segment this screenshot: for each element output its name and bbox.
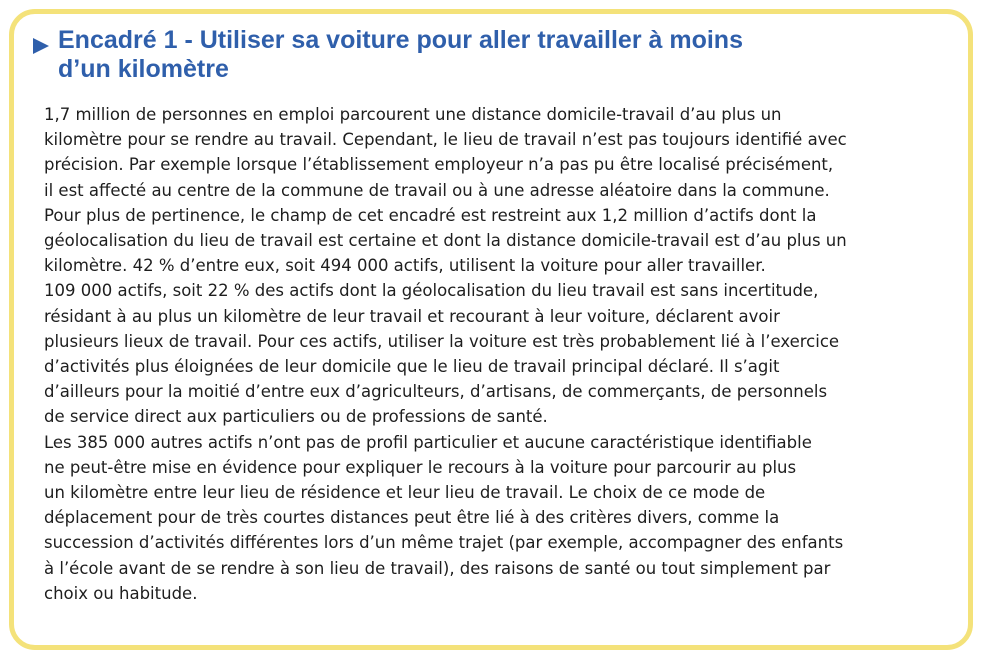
body-line: kilomètre pour se rendre au travail. Cependant, le lieu de travail n’est pas toujours identifié avec (44, 130, 847, 150)
title-line: d’un kilomètre (58, 55, 229, 83)
body-line: ne peut-être mise en évidence pour expliquer le recours à la voiture pour parcourir au plus (44, 457, 797, 477)
play-triangle-icon (33, 38, 49, 54)
body-line: kilomètre. 42 % d’entre eux, soit 494 000 actifs, utilisent la voiture pour aller travailler. (44, 256, 766, 276)
encadre-title (58, 26, 743, 84)
encadre-header (33, 26, 933, 84)
body-line: de service direct aux particuliers ou de professions de santé. (44, 407, 548, 427)
body-line: à l’école avant de se rendre à son lieu de travail), des raisons de santé ou tout simplement par (44, 558, 831, 578)
body-line: géolocalisation du lieu de travail est certaine et dont la distance domicile-travail est d’au plus un (44, 231, 847, 251)
body-line: déplacement pour de très courtes distances peut être lié à des critères divers, comme la (44, 508, 780, 528)
body-line: succession d’activités différentes lors d’un même trajet (par exemple, accompagner des enfants (44, 533, 844, 553)
body-line: d’activités plus éloignées de leur domicile que le lieu de travail principal déclaré. Il s’agit (44, 357, 780, 377)
body-line: choix ou habitude. (44, 583, 198, 603)
body-line: Les 385 000 autres actifs n’ont pas de profil particulier et aucune caractéristique identifiable (44, 432, 812, 452)
body-line: plusieurs lieux de travail. Pour ces actifs, utiliser la voiture est très probablement lié à l’exercice (44, 331, 840, 351)
body-line: précision. Par exemple lorsque l’établissement employeur n’a pas pu être localisé précisément, (44, 155, 834, 175)
body-line: il est affecté au centre de la commune de travail ou à une adresse aléatoire dans la commune. (44, 180, 830, 200)
body-line: un kilomètre entre leur lieu de résidence et leur lieu de travail. Le choix de ce mode de (44, 483, 766, 503)
title-line: Encadré 1 - Utiliser sa voiture pour aller travailler à moins (58, 26, 743, 54)
body-line: 109 000 actifs, soit 22 % des actifs dont la géolocalisation du lieu travail est sans incertitude, (44, 281, 819, 301)
body-line: résidant à au plus un kilomètre de leur travail et recourant à leur voiture, déclarent avoir (44, 306, 780, 326)
body-line: Pour plus de pertinence, le champ de cet encadré est restreint aux 1,2 million d’actifs dont la (44, 205, 817, 225)
body-line: 1,7 million de personnes en emploi parcourent une distance domicile-travail d’au plus un (44, 105, 782, 124)
body-line: d’ailleurs pour la moitié d’entre eux d’agriculteurs, d’artisans, de commerçants, de personnels (44, 382, 828, 402)
encadre-body (44, 102, 954, 606)
